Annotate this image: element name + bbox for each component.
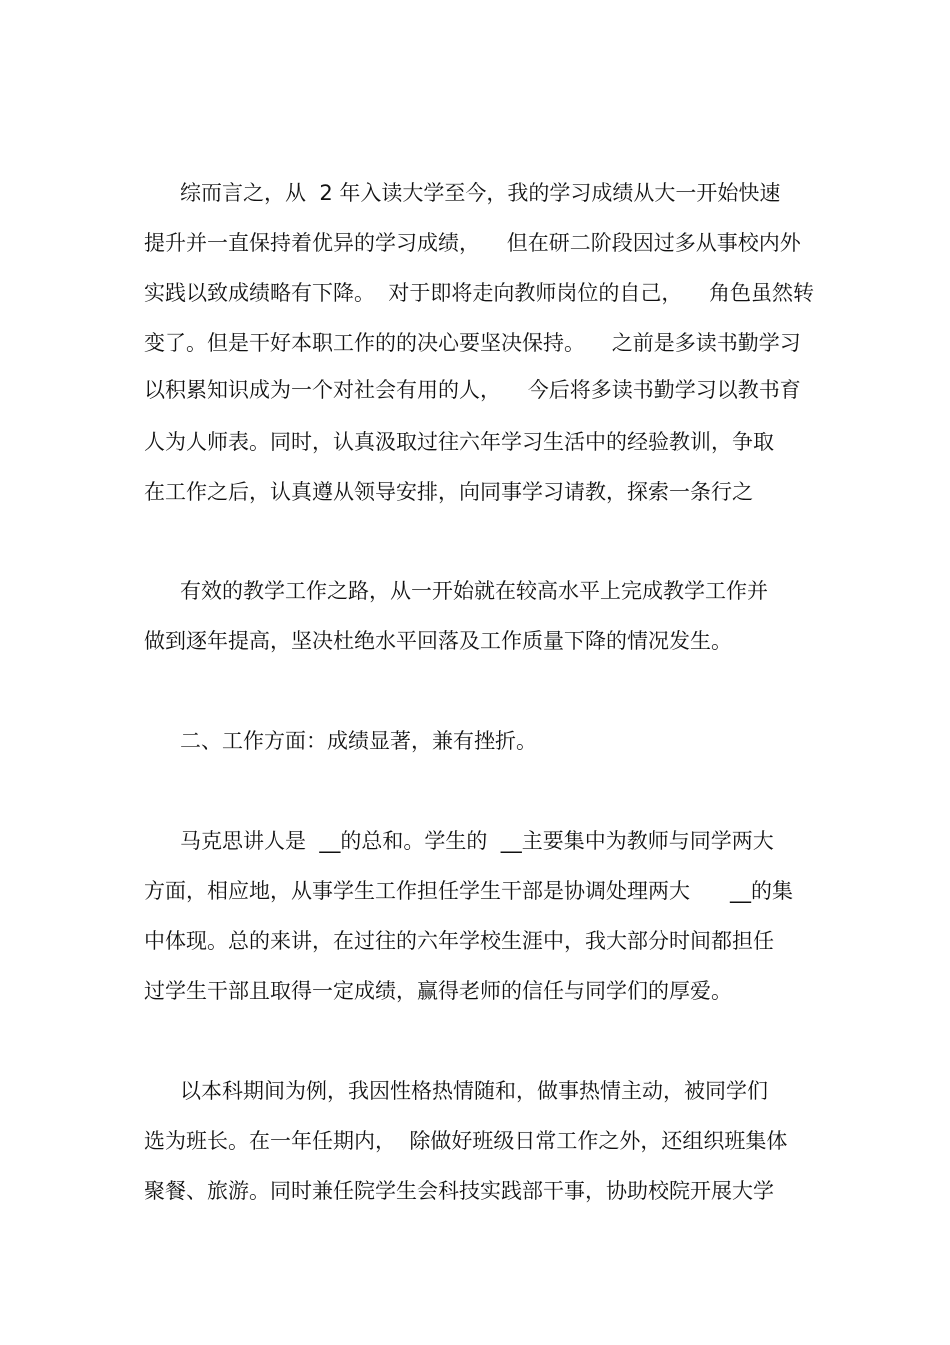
section-heading: 二、工作方面：成绩显著，兼有挫折。 <box>180 729 537 753</box>
paragraph-3-line-2: 方面，相应地，从事学生工作担任学生干部是协调处理两大 __的集 <box>144 879 794 903</box>
paragraph-1-line-5: 以积累知识成为一个对社会有用的人， 今后将多读书勤学习以教书育 <box>144 378 801 402</box>
paragraph-1-line-4: 变了。但是干好本职工作的的决心要坚决保持。 之前是多读书勤学习 <box>144 331 801 355</box>
paragraph-1-line-6: 人为人师表。同时，认真汲取过往六年学习生活中的经验教训，争取 <box>144 430 774 454</box>
paragraph-3-line-3: 中体现。总的来讲，在过往的六年学校生涯中，我大部分时间都担任 <box>144 929 774 953</box>
paragraph-2-line-2: 做到逐年提高，坚决杜绝水平回落及工作质量下降的情况发生。 <box>144 629 732 653</box>
paragraph-1-line-7: 在工作之后，认真遵从领导安排，向同事学习请教，探索一条行之 <box>144 480 753 504</box>
paragraph-1-line-3: 实践以致成绩略有下降。 对于即将走向教师岗位的自己， 角色虽然转 <box>144 281 815 305</box>
paragraph-4-line-2: 选为班长。在一年任期内， 除做好班级日常工作之外，还组织班集体 <box>144 1129 788 1153</box>
paragraph-1-line-2: 提升并一直保持着优异的学习成绩， 但在研二阶段因过多从事校内外 <box>144 231 801 255</box>
paragraph-1-line-1: 综而言之，从 2 年入读大学至今，我的学习成绩从大一开始快速 <box>180 181 781 205</box>
paragraph-3-line-1: 马克思讲人是 __的总和。学生的 __主要集中为教师与同学两大 <box>180 829 774 853</box>
paragraph-4-line-1: 以本科期间为例，我因性格热情随和，做事热情主动，被同学们 <box>180 1079 768 1103</box>
paragraph-2-line-1: 有效的教学工作之路，从一开始就在较高水平上完成教学工作并 <box>180 579 768 603</box>
paragraph-3-line-4: 过学生干部且取得一定成绩，赢得老师的信任与同学们的厚爱。 <box>144 979 732 1003</box>
paragraph-4-line-3: 聚餐、旅游。同时兼任院学生会科技实践部干事，协助校院开展大学 <box>144 1179 774 1203</box>
